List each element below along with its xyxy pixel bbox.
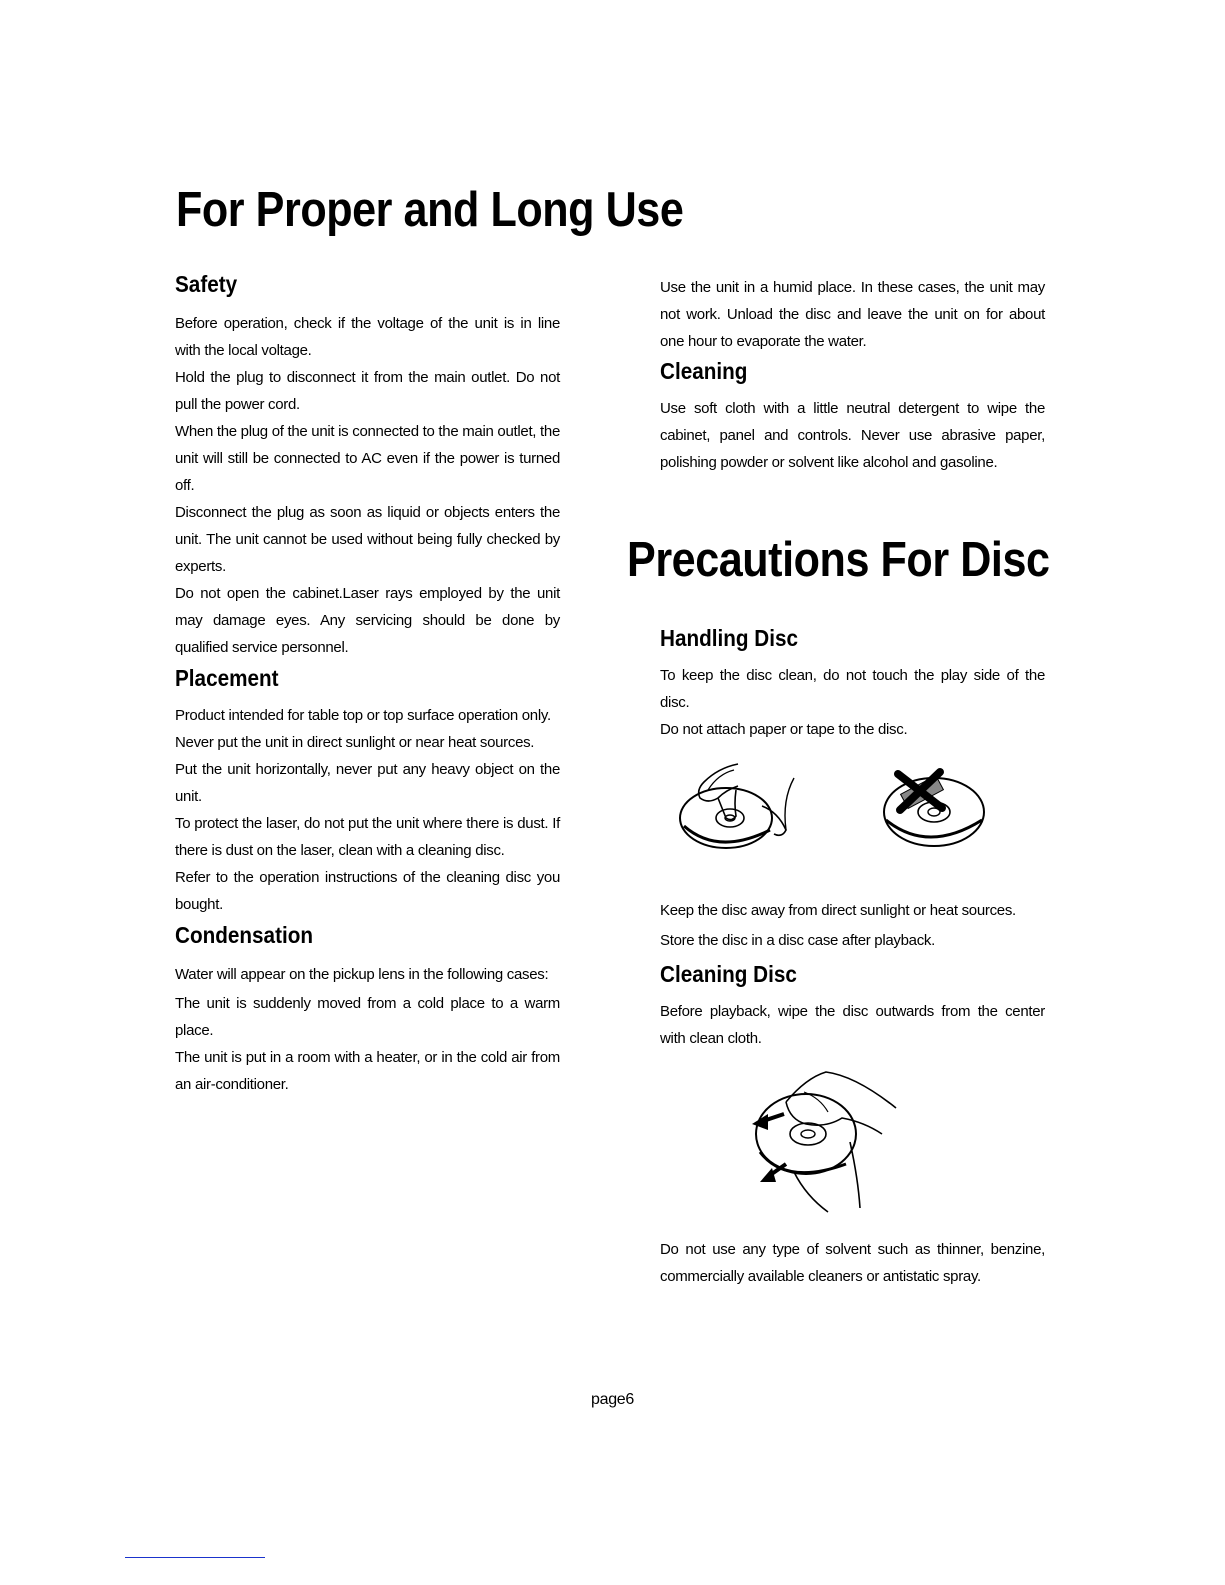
- placement-paragraph: Product intended for table top or top surface operation only.: [175, 707, 551, 724]
- section-heading-placement: Placement: [175, 665, 279, 691]
- cleaning-disc-paragraph: Before playback, wipe the disc outwards from the center with clean cloth.: [660, 1003, 1045, 1047]
- safety-paragraph: When the plug of the unit is connected to the main outlet, the unit will still be connected to AC even if the power is turned off.: [175, 423, 560, 494]
- section-title-disc: Precautions For Disc: [627, 533, 1050, 587]
- condensation-paragraph: Use the unit in a humid place. In these cases, the unit may not work. Unload the disc and leave the unit on for about one hour to evaporate the water.: [660, 279, 1045, 350]
- section-heading-handling-disc: Handling Disc: [660, 625, 799, 651]
- handling-paragraph: To keep the disc clean, do not touch the play side of the disc.: [660, 667, 1045, 711]
- placement-paragraph: To protect the laser, do not put the unit where there is dust. If there is dust on the laser, clean with a cleaning disc.: [175, 815, 560, 859]
- safety-paragraph: Before operation, check if the voltage of the unit is in line with the local voltage.: [175, 315, 560, 359]
- left-column: [175, 268, 560, 1098]
- section-heading-condensation: Condensation: [175, 922, 314, 948]
- cleaning-paragraph: Use soft cloth with a little neutral detergent to wipe the cabinet, panel and controls. Never use abrasive paper, polishing powder or solvent like alcohol and gasoline.: [660, 400, 1045, 471]
- right-column-disc: [660, 622, 1045, 743]
- right-column-disc-continued: [660, 896, 1045, 1052]
- safety-paragraph: Do not open the cabinet.Laser rays employed by the unit may damage eyes. Any servicing should be done by qualified service personnel.: [175, 585, 560, 656]
- page-title: For Proper and Long Use: [176, 183, 684, 237]
- placement-paragraph: Refer to the operation instructions of the cleaning disc you bought.: [175, 869, 560, 913]
- handling-paragraph: Store the disc in a disc case after playback.: [660, 932, 935, 949]
- right-column-bottom: [660, 1236, 1045, 1290]
- page-number: page6: [591, 1391, 634, 1408]
- handling-paragraph: Keep the disc away from direct sunlight or heat sources.: [660, 902, 1016, 919]
- right-column-top: [660, 274, 1045, 476]
- no-tape-disc-illustration: [878, 764, 988, 854]
- placement-paragraph: Put the unit horizontally, never put any heavy object on the unit.: [175, 761, 560, 805]
- section-heading-cleaning-disc: Cleaning Disc: [660, 961, 797, 987]
- bottom-rule: [125, 1557, 265, 1558]
- section-heading-safety: Safety: [175, 271, 238, 297]
- disc-wiping-illustration: [746, 1068, 906, 1218]
- disc-handling-illustration: [678, 760, 798, 856]
- safety-paragraph: Disconnect the plug as soon as liquid or objects enters the unit. The unit cannot be used without being fully checked by experts.: [175, 504, 560, 575]
- cleaning-disc-paragraph: Do not use any type of solvent such as thinner, benzine, commercially available cleaners or antistatic spray.: [660, 1241, 1045, 1285]
- condensation-paragraph: The unit is put in a room with a heater, or in the cold air from an air-conditioner.: [175, 1049, 560, 1093]
- placement-paragraph: Never put the unit in direct sunlight or near heat sources.: [175, 734, 535, 751]
- condensation-paragraph: The unit is suddenly moved from a cold place to a warm place.: [175, 995, 560, 1039]
- safety-paragraph: Hold the plug to disconnect it from the main outlet. Do not pull the power cord.: [175, 369, 560, 413]
- handling-paragraph: Do not attach paper or tape to the disc.: [660, 721, 908, 738]
- condensation-paragraph: Water will appear on the pickup lens in the following cases:: [175, 966, 549, 983]
- section-heading-cleaning: Cleaning: [660, 358, 748, 384]
